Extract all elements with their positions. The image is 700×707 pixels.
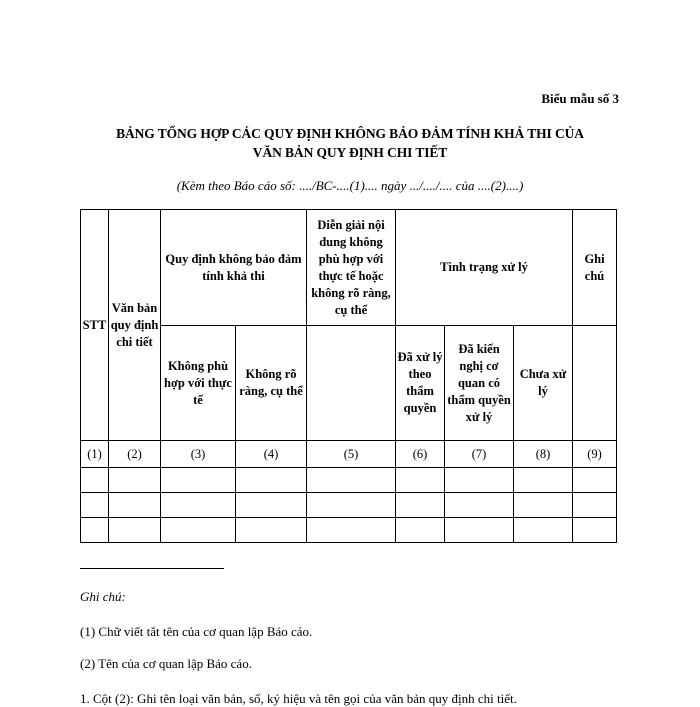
notes-heading: Ghi chú: <box>80 589 126 604</box>
column-number: (6) <box>396 441 445 468</box>
table-row <box>81 518 617 543</box>
note-item: (1) Chữ viết tắt tên của cơ quan lập Báo cáo. <box>80 624 313 639</box>
title-line-1: BẢNG TỔNG HỢP CÁC QUY ĐỊNH KHÔNG BẢO ĐẢM TÍNH KHẢ THI CỦA <box>116 126 584 141</box>
header-quy-dinh-group: Quy định không bảo đảm tính khả thi <box>161 210 307 326</box>
header-khong-phu-hop: Không phù hợp với thực tế <box>161 326 236 441</box>
column-number: (4) <box>236 441 307 468</box>
summary-table <box>80 209 617 543</box>
column-number: (7) <box>445 441 514 468</box>
column-number-row <box>81 441 617 468</box>
header-van-ban: Văn bản quy định chi tiết <box>109 210 161 441</box>
header-stt: STT <box>81 210 109 441</box>
column-number: (2) <box>109 441 161 468</box>
title-line-2: VĂN BẢN QUY ĐỊNH CHI TIẾT <box>252 145 448 160</box>
column-number: (1) <box>81 441 109 468</box>
table-row <box>81 468 617 493</box>
header-da-kien-nghi: Đã kiến nghị cơ quan có thẩm quyền xử lý <box>445 326 514 441</box>
footnote-divider <box>80 568 224 569</box>
header-tinh-trang-group: Tình trạng xử lý <box>396 210 573 326</box>
header-dien-giai-empty <box>307 326 396 441</box>
document-subtitle: (Kèm theo Báo cáo số: ..../BC-....(1).... ngày .../..../.... của ....(2)....) <box>176 178 524 193</box>
column-number: (3) <box>161 441 236 468</box>
table-row <box>81 493 617 518</box>
header-ghi-chu-empty <box>573 326 617 441</box>
document-title <box>60 124 640 162</box>
note-item: (2) Tên của cơ quan lập Báo cáo. <box>80 656 252 671</box>
column-number: (9) <box>573 441 617 468</box>
form-number: Biểu mẫu số 3 <box>541 91 619 106</box>
header-ghi-chu: Ghi chú <box>573 210 617 326</box>
header-chua-xu-ly: Chưa xử lý <box>514 326 573 441</box>
header-khong-ro-rang: Không rõ ràng, cụ thể <box>236 326 307 441</box>
column-number: (8) <box>514 441 573 468</box>
column-number: (5) <box>307 441 396 468</box>
header-da-xu-ly: Đã xử lý theo thẩm quyền <box>396 326 445 441</box>
header-dien-giai: Diễn giải nội dung không phù hợp với thực tế hoặc không rõ ràng, cụ thể <box>307 210 396 326</box>
note-item: 1. Cột (2): Ghi tên loại văn bản, số, ký hiệu và tên gọi của văn bản quy định chi tiết. <box>80 691 517 706</box>
